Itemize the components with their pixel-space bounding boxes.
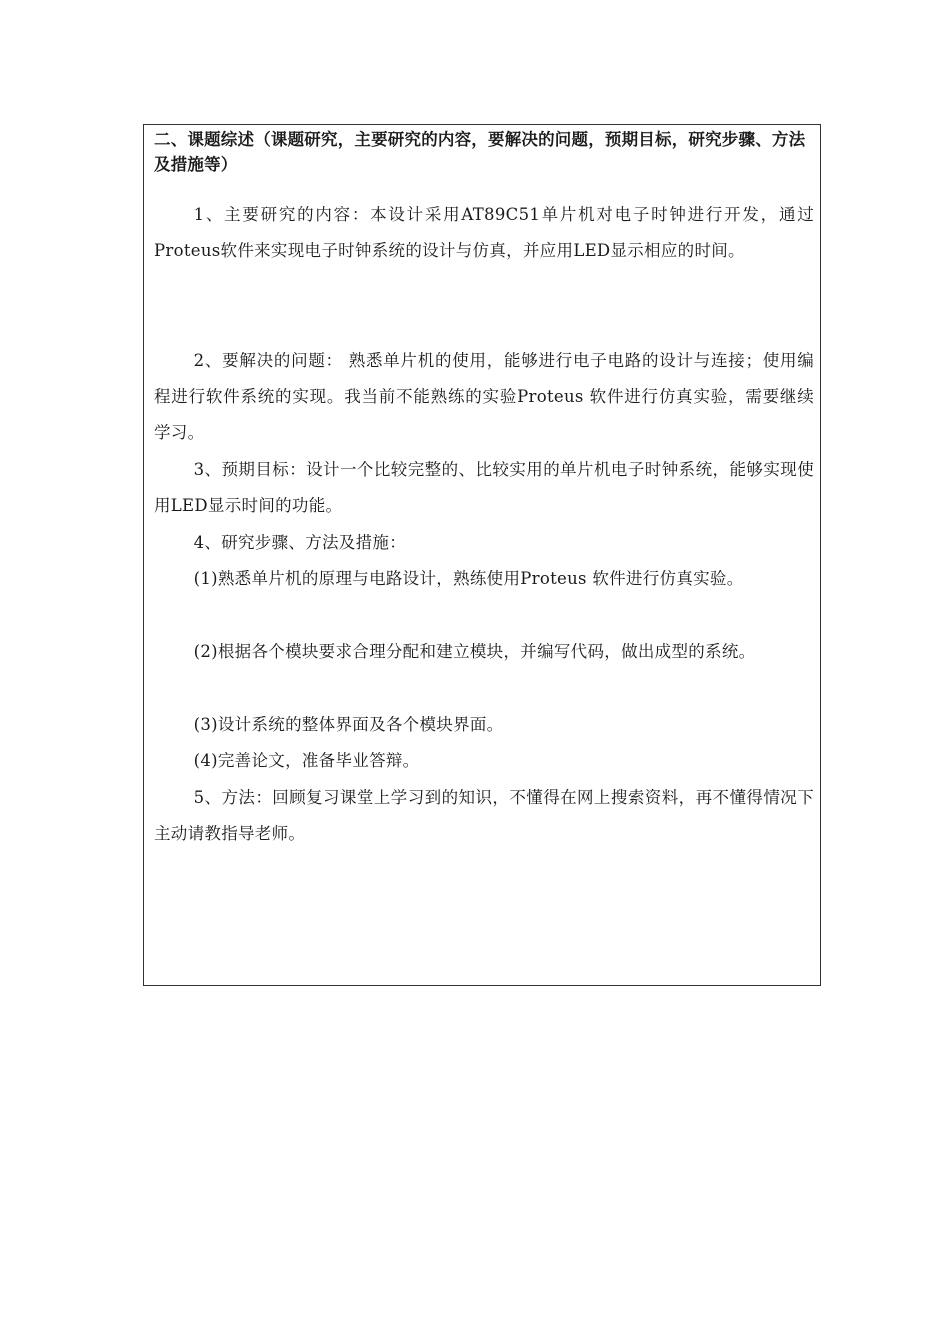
paragraph-main-content: 1、主要研究的内容：本设计采用AT89C51单片机对电子时钟进行开发，通过Proteus软件来实现电子时钟系统的设计与仿真，并应用LED显示相应的时间。	[154, 205, 814, 260]
paragraph-goals: 3、预期目标：设计一个比较完整的、比较实用的单片机电子时钟系统，能够实现使用LED显示时间的功能。	[154, 460, 814, 515]
paragraph-methods: 5、方法：回顾复习课堂上学习到的知识，不懂得在网上搜索资料，再不懂得情况下主动请教指导老师。	[154, 788, 814, 843]
paragraph-step-4: (4)完善论文，准备毕业答辩。	[193, 751, 420, 770]
paragraph-step-2: (2)根据各个模块要求合理分配和建立模块，并编写代码，做出成型的系统。	[193, 642, 756, 661]
paragraph-step-1: (1)熟悉单片机的原理与电路设计，熟练使用Proteus 软件进行仿真实验。	[193, 569, 744, 588]
paragraph-steps-title: 4、研究步骤、方法及措施：	[193, 533, 406, 552]
paragraph-problems: 2、要解决的问题： 熟悉单片机的使用，能够进行电子电路的设计与连接；使用编程进行软件系统的实现。我当前不能熟练的实验Proteus 软件进行仿真实验，需要继续学习。	[154, 351, 814, 442]
section-heading: 二、课题综述（课题研究，主要研究的内容，要解决的问题，预期目标，研究步骤、方法及措施等）	[154, 130, 806, 174]
section-table-cell	[143, 124, 821, 986]
paragraph-step-3: (3)设计系统的整体界面及各个模块界面。	[193, 715, 504, 734]
